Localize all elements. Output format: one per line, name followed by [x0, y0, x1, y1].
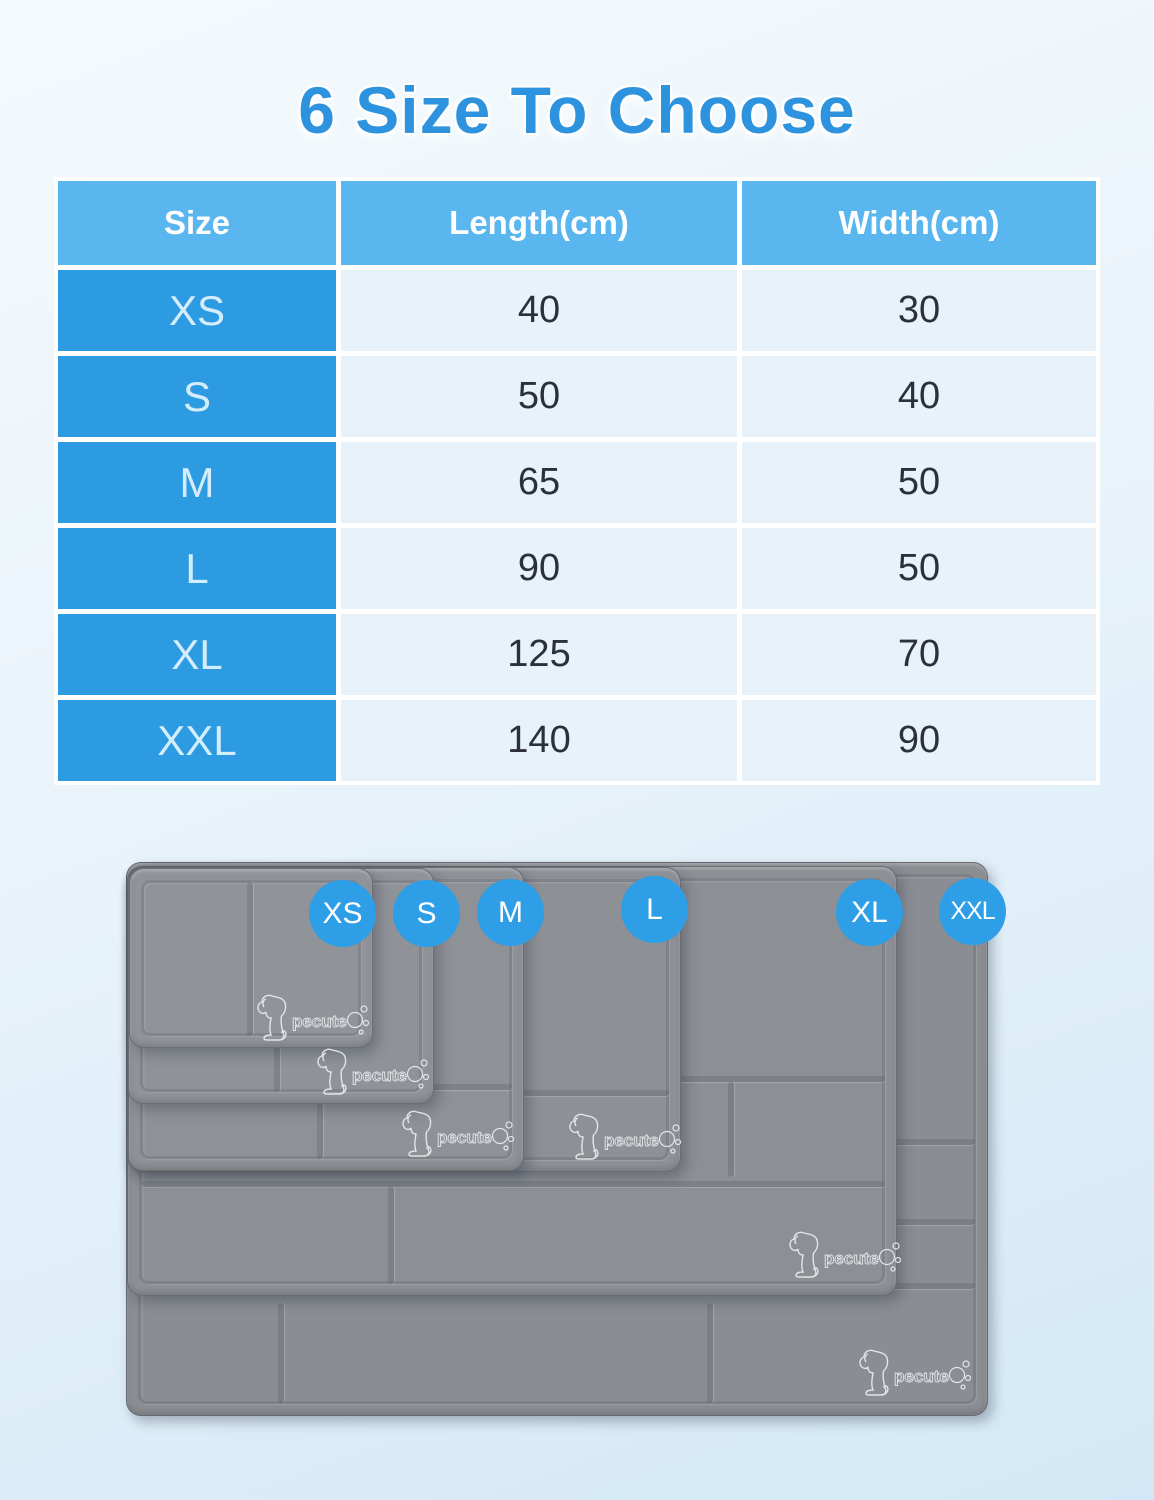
length-cell: 140 — [341, 700, 737, 781]
brand-text: pecute — [894, 1367, 949, 1386]
length-cell: 40 — [341, 270, 737, 351]
length-header-cell: Length(cm) — [341, 181, 737, 265]
pecute-logo — [252, 990, 372, 1042]
page-title: 6 Size To Choose — [298, 73, 856, 147]
width-cell: 30 — [742, 270, 1096, 351]
tile-groove — [278, 1303, 284, 1403]
brand-text: pecute — [437, 1128, 492, 1147]
length-cell: 65 — [341, 442, 737, 523]
size-cell: M — [58, 442, 336, 523]
tile-groove — [707, 1303, 713, 1403]
dog-icon — [318, 1049, 346, 1094]
pecute-logo — [312, 1044, 432, 1096]
brand-text: pecute — [292, 1012, 347, 1031]
bubbles-icon — [348, 1006, 369, 1034]
width-cell: 70 — [742, 614, 1096, 695]
dog-icon — [570, 1114, 598, 1159]
tile-groove — [885, 1283, 975, 1289]
size-badge-s: S — [393, 880, 460, 947]
size-badge-m: M — [477, 879, 544, 946]
length-cell: 50 — [341, 356, 737, 437]
bubbles-icon — [660, 1125, 681, 1153]
size-badge-xl: XL — [836, 879, 903, 946]
bubbles-icon — [950, 1361, 971, 1389]
size-header-cell: Size — [58, 181, 336, 265]
bubbles-icon — [880, 1243, 901, 1271]
width-cell: 50 — [742, 528, 1096, 609]
brand-text: pecute — [604, 1131, 659, 1150]
width-cell: 90 — [742, 700, 1096, 781]
tile-groove — [728, 1081, 734, 1177]
pecute-logo — [784, 1227, 904, 1279]
dog-icon — [860, 1350, 888, 1395]
length-cell: 90 — [341, 528, 737, 609]
pecute-logo — [564, 1109, 684, 1161]
width-header-cell: Width(cm) — [742, 181, 1096, 265]
brand-text: pecute — [824, 1249, 879, 1268]
size-cell: S — [58, 356, 336, 437]
brand-text: pecute — [352, 1066, 407, 1085]
bubbles-icon — [493, 1122, 514, 1150]
size-cell: L — [58, 528, 336, 609]
bubbles-icon — [408, 1060, 429, 1088]
size-badge-xxl: XXL — [939, 878, 1006, 945]
width-cell: 40 — [742, 356, 1096, 437]
size-cell: XS — [58, 270, 336, 351]
length-cell: 125 — [341, 614, 737, 695]
dog-icon — [403, 1111, 431, 1156]
size-badge-l: L — [621, 876, 688, 943]
tile-groove — [141, 1181, 885, 1187]
dog-icon — [790, 1232, 818, 1277]
size-cell: XXL — [58, 700, 336, 781]
pecute-logo — [397, 1106, 517, 1158]
size-badge-xs: XS — [309, 880, 376, 947]
size-comparison-diagram — [125, 862, 995, 1422]
size-cell: XL — [58, 614, 336, 695]
tile-groove — [388, 1186, 394, 1284]
pecute-logo — [854, 1345, 974, 1397]
size-table — [54, 177, 1100, 785]
dog-icon — [258, 995, 286, 1040]
width-cell: 50 — [742, 442, 1096, 523]
